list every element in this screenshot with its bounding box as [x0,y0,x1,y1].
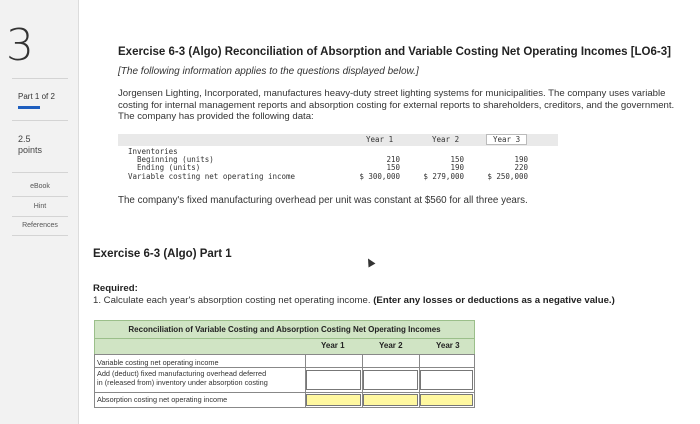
year3-absorption-noi-input[interactable] [420,394,473,406]
question-sidebar [0,0,79,424]
references-button[interactable]: References [22,222,58,229]
row-divider [95,392,474,393]
data-cell: $ 250,000 [487,172,528,181]
year3-variable-noi-input[interactable] [419,355,474,367]
data-row-label: Ending (units) [128,163,201,172]
divider [12,196,68,197]
fixed-overhead-note: The company's fixed manufacturing overhead per unit was constant at $560 for all three years. [118,195,528,206]
divider [12,120,68,121]
year1-variable-noi-input[interactable] [305,355,362,367]
data-cell: 210 [386,155,400,164]
data-cell: $ 279,000 [423,172,464,181]
recon-row-label: Absorption costing net operating income [97,395,228,404]
data-col-year3: Year 3 [486,134,527,145]
data-cell: $ 300,000 [359,172,400,181]
part-indicator: Part 1 of 2 [18,92,55,101]
question-number: 3 [6,20,34,71]
requirement-text [93,295,615,306]
year2-absorption-noi-input[interactable] [363,394,418,406]
points-label: points [18,145,43,155]
data-row-label: Beginning (units) [128,155,214,164]
ebook-button[interactable]: eBook [30,183,50,190]
exercise-title: Exercise 6-3 (Algo) Reconciliation of Absorption and Variable Costing Net Operating Incomes [LO6-3] [118,46,671,58]
divider [12,235,68,236]
points-value: 2.5 [18,134,31,144]
hint-button[interactable]: Hint [33,203,47,210]
data-table [118,134,558,186]
exercise-note: [The following information applies to the questions displayed below.] [118,66,419,77]
mouse-cursor-icon [365,257,376,268]
data-section-label: Inventories [128,147,178,156]
requirement-instruction: (Enter any losses or deductions as a negative value.) [373,295,615,306]
recon-row-label-line: in (released from) inventory under absorption costing [97,378,268,387]
reconciliation-table [94,320,475,408]
data-row-variable-noi [118,172,558,182]
year1-fixed-overhead-input[interactable] [306,370,361,390]
recon-row-label-line: Add (deduct) fixed manufacturing overhead deferred [97,369,267,378]
year2-fixed-overhead-input[interactable] [363,370,418,390]
recon-row-label: Variable costing net operating income [97,358,219,367]
required-label: Required: [93,283,138,294]
data-cell: 190 [514,155,528,164]
data-row-label: Variable costing net operating income [128,172,296,181]
data-cell: 190 [450,163,464,172]
divider [12,172,68,173]
data-cell: 150 [450,155,464,164]
part-progress-bar [18,106,40,109]
reconciliation-title: Reconciliation of Variable Costing and Absorption Costing Net Operating Incomes [94,320,475,339]
year2-variable-noi-input[interactable] [362,355,419,367]
reconciliation-column-headers [94,339,475,354]
points-display [18,134,42,156]
recon-row-label [97,369,268,387]
divider [12,78,68,79]
reconciliation-body [94,354,475,408]
exercise-intro: Jorgensen Lighting, Incorporated, manufactures heavy-duty street lighting systems for municipalities. The company uses variable costing for internal management reports and absorption costing for external reports to shareholders, creditors, and the government. The company has provided the following data: [118,88,675,122]
requirement-main: 1. Calculate each year's absorption costing net operating income. [93,295,371,306]
year1-absorption-noi-input[interactable] [306,394,361,406]
data-col-year1: Year 1 [366,135,394,144]
data-cell: 150 [386,163,400,172]
data-col-year2: Year 2 [432,135,460,144]
data-cell: 220 [514,163,528,172]
year3-fixed-overhead-input[interactable] [420,370,473,390]
part-title: Exercise 6-3 (Algo) Part 1 [93,248,232,260]
recon-col-year3: Year 3 [436,341,460,350]
recon-col-year2: Year 2 [379,341,403,350]
row-divider [95,367,474,368]
recon-col-year1: Year 1 [321,341,345,350]
